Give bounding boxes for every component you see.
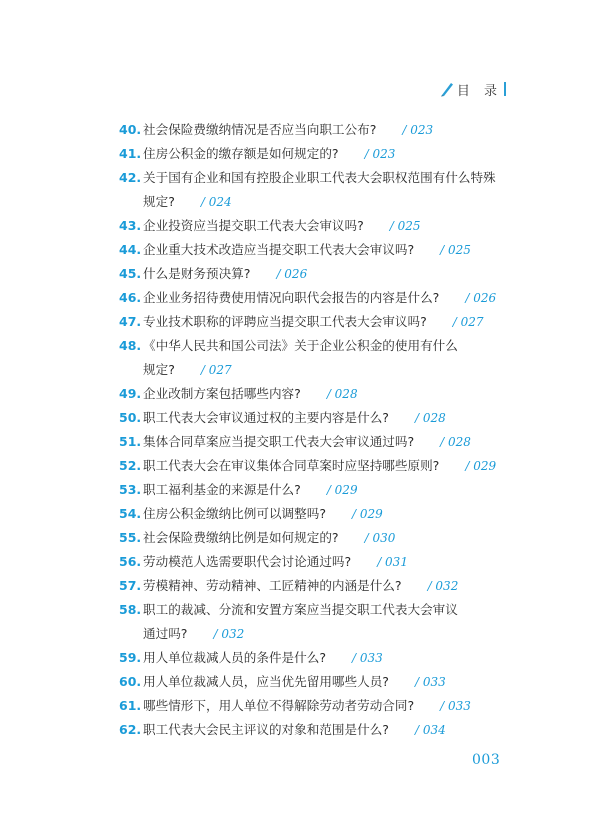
entry-page-ref[interactable]: / 032 — [427, 579, 459, 593]
entry-title: 职工的裁减、分流和安置方案应当提交职工代表大会审议 — [143, 602, 458, 617]
entry-number: 54. — [119, 506, 142, 521]
header-title: 目 录 — [456, 83, 502, 99]
entry-page-ref[interactable]: / 028 — [440, 435, 471, 449]
entry-number: 58. — [119, 602, 142, 617]
entry-number: 56. — [119, 554, 142, 569]
entry-line — [143, 550, 519, 574]
entry-page-ref[interactable]: / 028 — [414, 411, 446, 425]
entry-title: 通过吗? — [143, 626, 188, 641]
header-divider — [504, 82, 506, 96]
entry-line — [143, 214, 519, 238]
entry-page-ref[interactable]: / 031 — [377, 555, 408, 569]
entry-line — [143, 382, 519, 406]
toc-entry[interactable] — [119, 142, 519, 166]
entry-page-ref[interactable]: / 033 — [352, 651, 383, 665]
entry-line — [143, 526, 519, 550]
entry-number: 51. — [119, 434, 142, 449]
entry-title: 住房公积金缴纳比例可以调整吗? — [143, 506, 326, 521]
entry-line — [143, 694, 519, 718]
entry-title: 专业技术职称的评聘应当提交职工代表大会审议吗? — [143, 314, 427, 329]
toc-entry[interactable] — [119, 166, 519, 214]
entry-line — [143, 262, 519, 286]
entry-title: 职工代表大会民主评议的对象和范围是什么? — [143, 722, 389, 737]
entry-line — [143, 190, 519, 214]
toc-entry[interactable] — [119, 694, 519, 718]
entry-title: 社会保险费缴纳情况是否应当向职工公布? — [143, 122, 377, 137]
entry-page-ref[interactable]: / 024 — [200, 195, 232, 209]
entry-number: 60. — [119, 674, 142, 689]
entry-number: 49. — [119, 386, 142, 401]
entry-line — [143, 310, 519, 334]
entry-number: 46. — [119, 290, 142, 305]
entry-number: 41. — [119, 146, 142, 161]
entry-page-ref[interactable]: / 032 — [213, 627, 245, 641]
entry-number: 62. — [119, 722, 142, 737]
toc-entry[interactable] — [119, 502, 519, 526]
entry-title: 什么是财务预决算? — [143, 266, 251, 281]
entry-title: 企业投资应当提交职工代表大会审议吗? — [143, 218, 364, 233]
entry-number: 61. — [119, 698, 142, 713]
toc-entry[interactable] — [119, 718, 519, 742]
toc-entry[interactable] — [119, 286, 519, 310]
entry-page-ref[interactable]: / 026 — [465, 291, 497, 305]
toc-entry[interactable] — [119, 118, 519, 142]
entry-title: 集体合同草案应当提交职工代表大会审议通过吗? — [143, 434, 415, 449]
toc-entry[interactable] — [119, 214, 519, 238]
entry-page-ref[interactable]: / 025 — [440, 243, 471, 257]
entry-title: 规定? — [143, 362, 175, 377]
page-number: 003 — [472, 752, 501, 768]
toc-entry[interactable] — [119, 550, 519, 574]
entry-line — [143, 286, 519, 310]
entry-line — [143, 334, 519, 358]
entry-line — [143, 454, 519, 478]
entry-number: 48. — [119, 338, 142, 353]
entry-page-ref[interactable]: / 033 — [440, 699, 471, 713]
entry-line — [143, 406, 519, 430]
toc-entry[interactable] — [119, 598, 519, 646]
toc-entry[interactable] — [119, 670, 519, 694]
pen-icon — [440, 81, 454, 97]
entry-number: 50. — [119, 410, 142, 425]
entry-number: 55. — [119, 530, 142, 545]
entry-line — [143, 718, 519, 742]
entry-title: 社会保险费缴纳比例是如何规定的? — [143, 530, 339, 545]
entry-line — [143, 358, 519, 382]
entry-number: 42. — [119, 170, 142, 185]
entry-page-ref[interactable]: / 027 — [452, 315, 484, 329]
entry-title: 《中华人民共和国公司法》关于企业公积金的使用有什么 — [143, 338, 458, 353]
entry-number: 53. — [119, 482, 142, 497]
entry-title: 职工代表大会在审议集体合同草案时应坚持哪些原则? — [143, 458, 440, 473]
entry-line — [143, 142, 519, 166]
entry-title: 职工福利基金的来源是什么? — [143, 482, 301, 497]
entry-line — [143, 166, 519, 190]
toc-entry[interactable] — [119, 478, 519, 502]
entry-page-ref[interactable]: / 023 — [402, 123, 434, 137]
entry-page-ref[interactable]: / 023 — [364, 147, 396, 161]
toc-entry[interactable] — [119, 406, 519, 430]
entry-number: 44. — [119, 242, 142, 257]
entry-title: 企业重大技术改造应当提交职工代表大会审议吗? — [143, 242, 415, 257]
section-header — [440, 79, 506, 99]
entry-page-ref[interactable]: / 029 — [326, 483, 358, 497]
entry-title: 规定? — [143, 194, 175, 209]
entry-page-ref[interactable]: / 033 — [414, 675, 446, 689]
entry-number: 57. — [119, 578, 142, 593]
entry-line — [143, 598, 519, 622]
table-of-contents — [119, 118, 519, 742]
entry-page-ref[interactable]: / 029 — [465, 459, 497, 473]
entry-title: 企业业务招待费使用情况向职代会报告的内容是什么? — [143, 290, 440, 305]
toc-entry[interactable] — [119, 574, 519, 598]
entry-number: 59. — [119, 650, 142, 665]
entry-page-ref[interactable]: / 028 — [326, 387, 358, 401]
entry-title: 职工代表大会审议通过权的主要内容是什么? — [143, 410, 389, 425]
entry-title: 住房公积金的缴存额是如何规定的? — [143, 146, 339, 161]
entry-title: 哪些情形下，用人单位不得解除劳动者劳动合同? — [143, 698, 415, 713]
entry-title: 用人单位裁减人员，应当优先留用哪些人员? — [143, 674, 389, 689]
entry-title: 劳动模范人选需要职代会讨论通过吗? — [143, 554, 352, 569]
entry-line — [143, 622, 519, 646]
toc-entry[interactable] — [119, 430, 519, 454]
entry-page-ref[interactable]: / 027 — [200, 363, 232, 377]
entry-line — [143, 430, 519, 454]
entry-title: 关于国有企业和国有控股企业职工代表大会职权范围有什么特殊 — [143, 170, 496, 185]
entry-page-ref[interactable]: / 025 — [389, 219, 421, 233]
entry-line — [143, 502, 519, 526]
entry-line — [143, 646, 519, 670]
entry-number: 47. — [119, 314, 142, 329]
entry-title: 企业改制方案包括哪些内容? — [143, 386, 301, 401]
toc-entry[interactable] — [119, 334, 519, 382]
entry-number: 45. — [119, 266, 142, 281]
entry-number: 52. — [119, 458, 142, 473]
entry-page-ref[interactable]: / 029 — [352, 507, 383, 521]
entry-number: 40. — [119, 122, 142, 137]
entry-title: 用人单位裁减人员的条件是什么? — [143, 650, 326, 665]
entry-page-ref[interactable]: / 034 — [414, 723, 446, 737]
entry-line — [143, 574, 519, 598]
entry-number: 43. — [119, 218, 142, 233]
entry-line — [143, 670, 519, 694]
entry-page-ref[interactable]: / 030 — [364, 531, 396, 545]
entry-page-ref[interactable]: / 026 — [276, 267, 308, 281]
entry-line — [143, 478, 519, 502]
toc-entry[interactable] — [119, 382, 519, 406]
toc-entry[interactable] — [119, 454, 519, 478]
entry-line — [143, 118, 519, 142]
toc-entry[interactable] — [119, 526, 519, 550]
toc-entry[interactable] — [119, 310, 519, 334]
toc-entry[interactable] — [119, 238, 519, 262]
entry-line — [143, 238, 519, 262]
entry-title: 劳模精神、劳动精神、工匠精神的内涵是什么? — [143, 578, 402, 593]
toc-entry[interactable] — [119, 262, 519, 286]
toc-entry[interactable] — [119, 646, 519, 670]
